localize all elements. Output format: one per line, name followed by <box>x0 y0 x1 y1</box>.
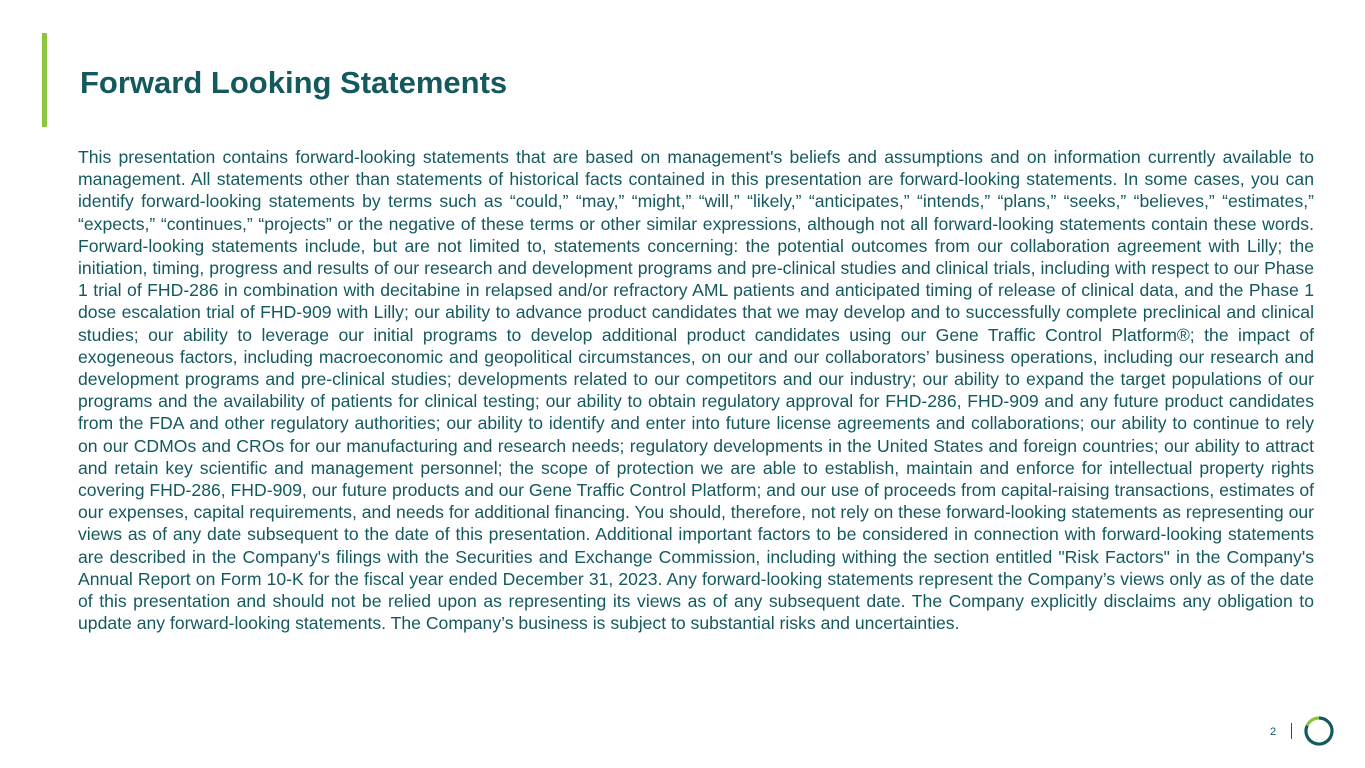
page-number: 2 <box>1270 726 1277 738</box>
company-logo-icon <box>1303 715 1335 747</box>
footer-divider <box>1291 723 1292 739</box>
disclaimer-body: This presentation contains forward-looking statements that are based on management's beliefs and assumptions and on information currently available to management. All statements other than statements of historical facts contained in this presentation are forward-looking statements. In some cases, you can identify forward-looking statements by terms such as “could,” “may,” “might,” “will,” “likely,” “anticipates,” “intends,” “plans,” “seeks,” “believes,” “estimates,” “expects,” “continues,” “projects” or the negative of these terms or other similar expressions, although not all forward-looking statements contain these words. Forward-looking statements include, but are not limited to, statements concerning: the potential outcomes from our collaboration agreement with Lilly; the initiation, timing, progress and results of our research and development programs and pre-clinical studies and clinical trials, including with respect to our Phase 1 trial of FHD-286 in combination with decitabine in relapsed and/or refractory AML patients and anticipated timing of release of clinical data, and the Phase 1 dose escalation trial of FHD-909 with Lilly; our ability to advance product candidates that we may develop and to successfully complete preclinical and clinical studies; our ability to leverage our initial programs to develop additional product candidates using our Gene Traffic Control Platform®; the impact of exogeneous factors, including macroeconomic and geopolitical circumstances, on our and our collaborators’ business operations, including our research and development programs and pre-clinical studies; developments related to our competitors and our industry; our ability to expand the target populations of our programs and the availability of patients for clinical testing; our ability to obtain regulatory approval for FHD-286, FHD-909 and any future product candidates from the FDA and other regulatory authorities; our ability to identify and enter into future license agreements and collaborations; our ability to continue to rely on our CDMOs and CROs for our manufacturing and research needs; regulatory developments in the United States and foreign countries; our ability to attract and retain key scientific and management personnel; the scope of protection we are able to establish, maintain and enforce for intellectual property rights covering FHD-286, FHD-909, our future products and our Gene Traffic Control Platform; and our use of proceeds from capital-raising transactions, estimates of our expenses, capital requirements, and needs for additional financing. You should, therefore, not rely on these forward-looking statements as representing our views as of any date subsequent to the date of this presentation. Additional important factors to be considered in connection with forward-looking statements are described in the Company's filings with the Securities and Exchange Commission, including withing the section entitled "Risk Factors" in the Company's Annual Report on Form 10-K for the fiscal year ended December 31, 2023. Any forward-looking statements represent the Company’s views only as of the date of this presentation and should not be relied upon as representing its views as of any subsequent date. The Company explicitly disclaims any obligation to update any forward-looking statements. The Company’s business is subject to substantial risks and uncertainties. <box>78 147 1314 634</box>
title-accent-bar <box>42 33 47 127</box>
page-title: Forward Looking Statements <box>80 65 508 100</box>
